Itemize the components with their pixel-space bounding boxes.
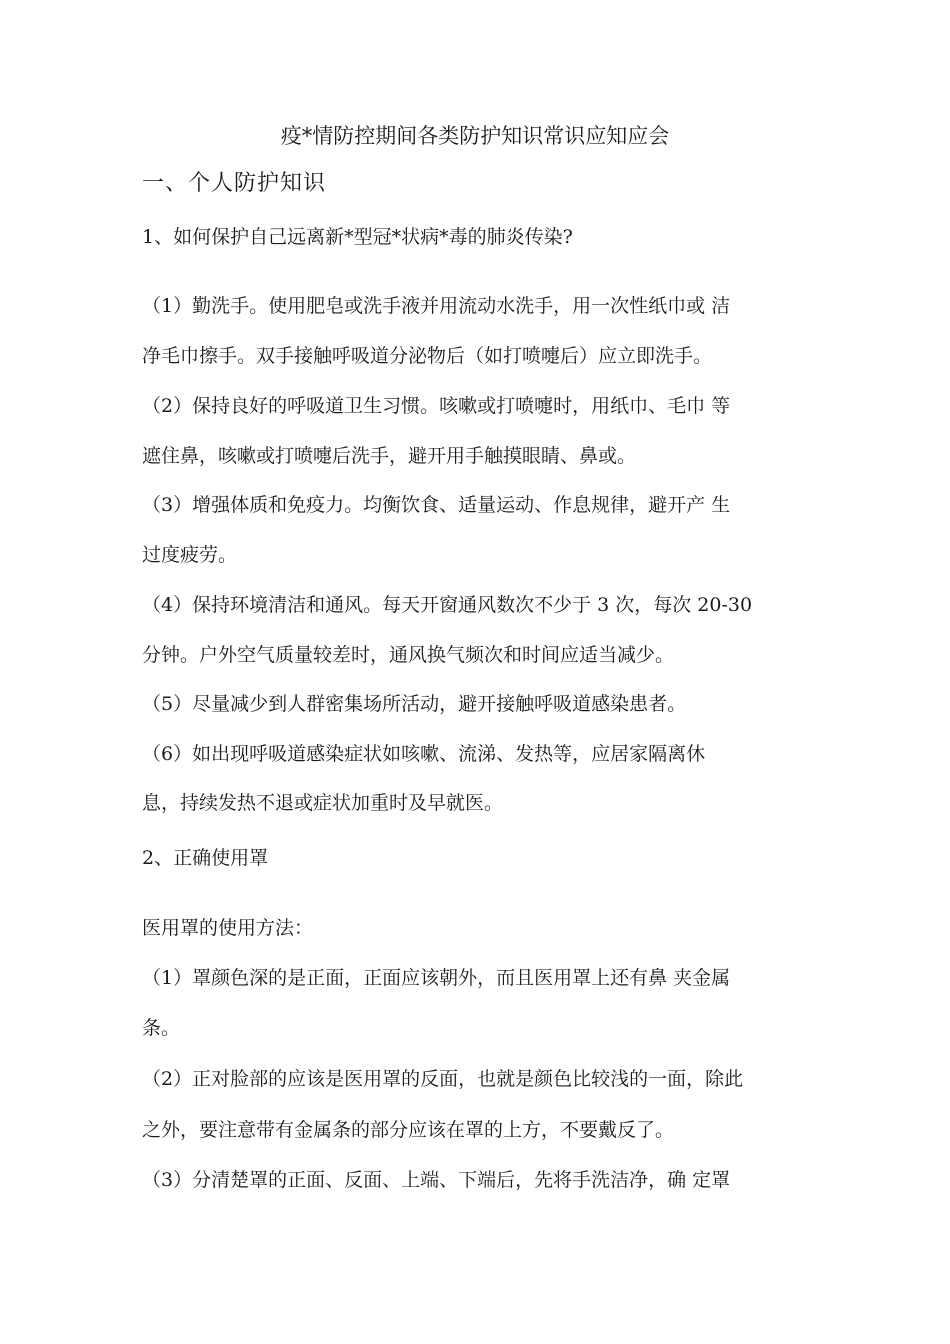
paragraph-line: （1）勤洗手。使用肥皂或洗手液并用流动水洗手，用一次性纸巾或 洁 [142, 295, 731, 317]
paragraph-line: 遮住鼻，咳嗽或打喷嚏后洗手，避开用手触摸眼睛、鼻或。 [142, 445, 637, 467]
subheading-mask-usage: 医用罩的使用方法： [142, 917, 314, 939]
paragraph-line: 条。 [142, 1017, 181, 1039]
paragraph-line: 之外，要注意带有金属条的部分应该在罩的上方，不要戴反了。 [142, 1119, 675, 1141]
question-2-heading: 2、正确使用罩 [142, 847, 269, 869]
paragraph-line: 净毛巾擦手。双手接触呼吸道分泌物后（如打喷嚏后）应立即洗手。 [142, 345, 713, 367]
section-heading-personal-protection: 一、个人防护知识 [142, 171, 327, 196]
paragraph-line: （4）保持环境清洁和通风。每天开窗通风数次不少于 3 次，每次 20-30 [142, 594, 753, 616]
paragraph-line: 分钟。户外空气质量较差时，通风换气频次和时间应适当减少。 [142, 644, 675, 666]
paragraph-line: （5）尽量减少到人群密集场所活动，避开接触呼吸道感染患者。 [142, 693, 687, 715]
paragraph-line: 息，持续发热不退或症状加重时及早就医。 [142, 792, 504, 814]
paragraph-line: 过度疲劳。 [142, 544, 238, 566]
paragraph-line: （3）增强体质和免疫力。均衡饮食、适量运动、作息规律，避开产 生 [142, 494, 731, 516]
question-1-heading: 1、如何保护自己远离新*型冠*状病*毒的肺炎传染? [142, 226, 573, 248]
paragraph-line: （2）保持良好的呼吸道卫生习惯。咳嗽或打喷嚏时，用纸巾、毛巾 等 [142, 395, 731, 417]
paragraph-line: （2）正对脸部的应该是医用罩的反面，也就是颜色比较浅的一面，除此 [142, 1068, 744, 1090]
paragraph-line: （3）分清楚罩的正面、反面、上端、下端后，先将手洗洁净，确 定罩 [142, 1169, 731, 1191]
document-title: 疫*情防控期间各类防护知识常识应知应会 [280, 124, 670, 148]
paragraph-line: （6）如出现呼吸道感染症状如咳嗽、流涕、发热等，应居家隔离休 [142, 743, 706, 765]
paragraph-line: （1）罩颜色深的是正面，正面应该朝外，而且医用罩上还有鼻 夹金属 [142, 967, 731, 989]
